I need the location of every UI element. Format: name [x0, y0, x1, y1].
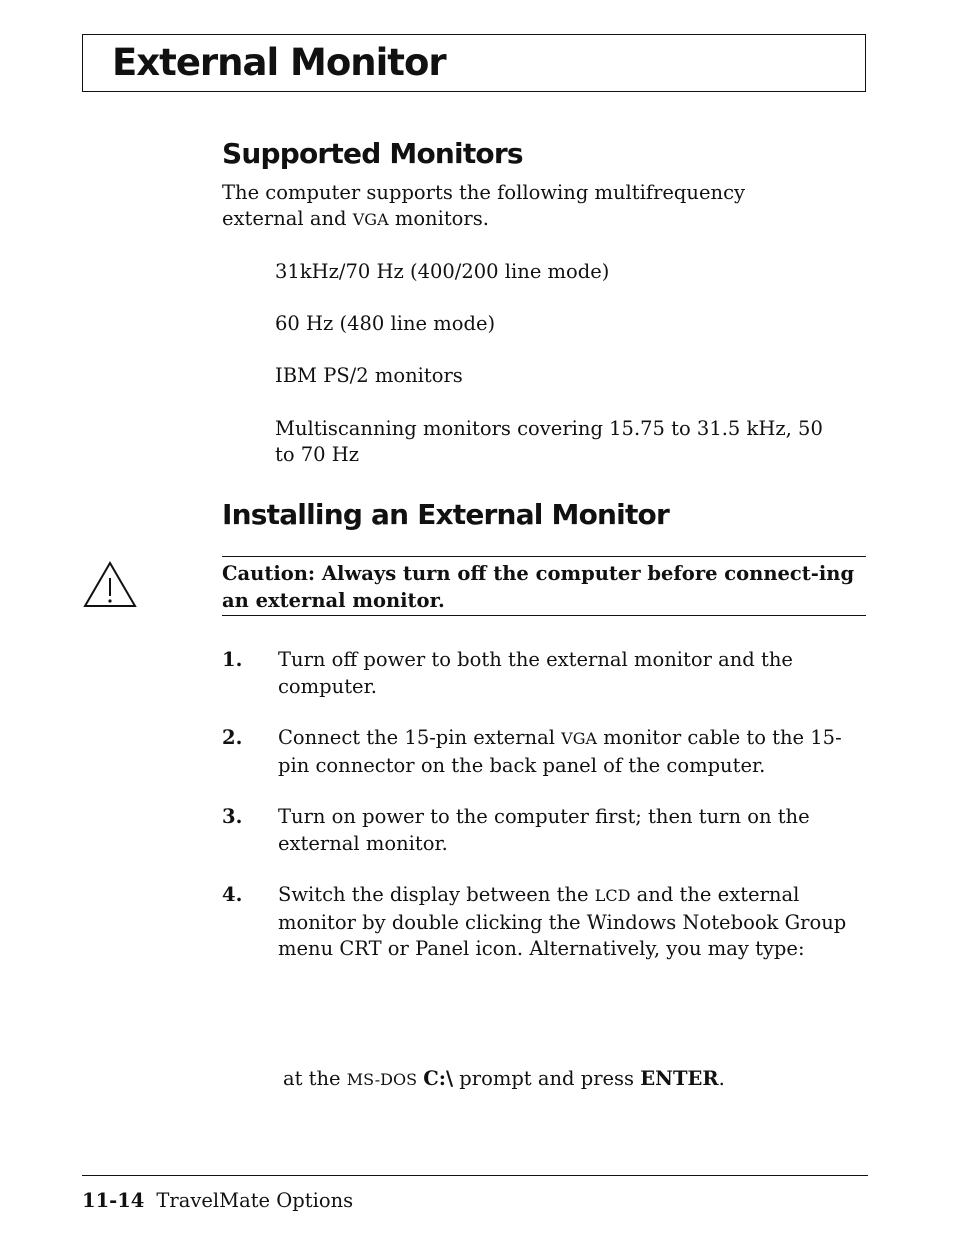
- heading-supported-monitors: Supported Monitors: [222, 137, 523, 170]
- title-box: [82, 34, 866, 92]
- caution-bottom-rule: [222, 615, 866, 616]
- warning-icon: [82, 560, 138, 610]
- step-text: Connect the 15-pin external VGA monitor cable to the 15-pin connector on the back panel of the computer.: [278, 726, 842, 777]
- vga-abbr: VGA: [352, 210, 389, 229]
- caution-text: Caution: Always turn off the computer before connect-ing an external monitor.: [222, 562, 855, 612]
- footer-section: TravelMate Options: [156, 1189, 354, 1212]
- msdos-abbr: MS-DOS: [346, 1070, 418, 1089]
- step-text: Turn on power to the computer first; then turn on the external monitor.: [278, 805, 810, 855]
- footer: [82, 1188, 353, 1214]
- footer-rule: [82, 1175, 868, 1176]
- monitor-item: Multiscanning monitors covering 15.75 to 31.5 kHz, 50 to 70 Hz: [275, 417, 823, 466]
- vga-abbr: VGA: [561, 729, 598, 748]
- heading-installing: Installing an External Monitor: [222, 498, 669, 531]
- monitor-item: 31kHz/70 Hz (400/200 line mode): [275, 260, 610, 283]
- step-number: 1.: [222, 648, 243, 671]
- step-number: 2.: [222, 726, 243, 749]
- enter-key: ENTER: [640, 1067, 719, 1090]
- dos-prompt-path: C:\: [423, 1067, 454, 1090]
- lcd-abbr: LCD: [594, 886, 631, 905]
- step-number: 3.: [222, 805, 243, 828]
- monitor-item: 60 Hz (480 line mode): [275, 312, 496, 335]
- page-number: 11-14: [82, 1189, 145, 1212]
- step-number: 4.: [222, 883, 243, 906]
- supported-intro: The computer supports the following multifrequency external and VGA monitors.: [222, 181, 746, 230]
- step-text: Turn off power to both the external monitor and the computer.: [278, 648, 793, 698]
- monitor-item: IBM PS/2 monitors: [275, 364, 463, 387]
- dos-prompt-instruction: at the MS-DOS C:\ prompt and press ENTER.: [283, 1067, 725, 1090]
- caution-top-rule: [222, 556, 866, 557]
- step-text: Switch the display between the LCD and the external monitor by double clicking the Windows Notebook Group menu CRT or Panel icon. Alternatively, you may type:: [278, 883, 847, 960]
- page-title: External Monitor: [112, 41, 446, 84]
